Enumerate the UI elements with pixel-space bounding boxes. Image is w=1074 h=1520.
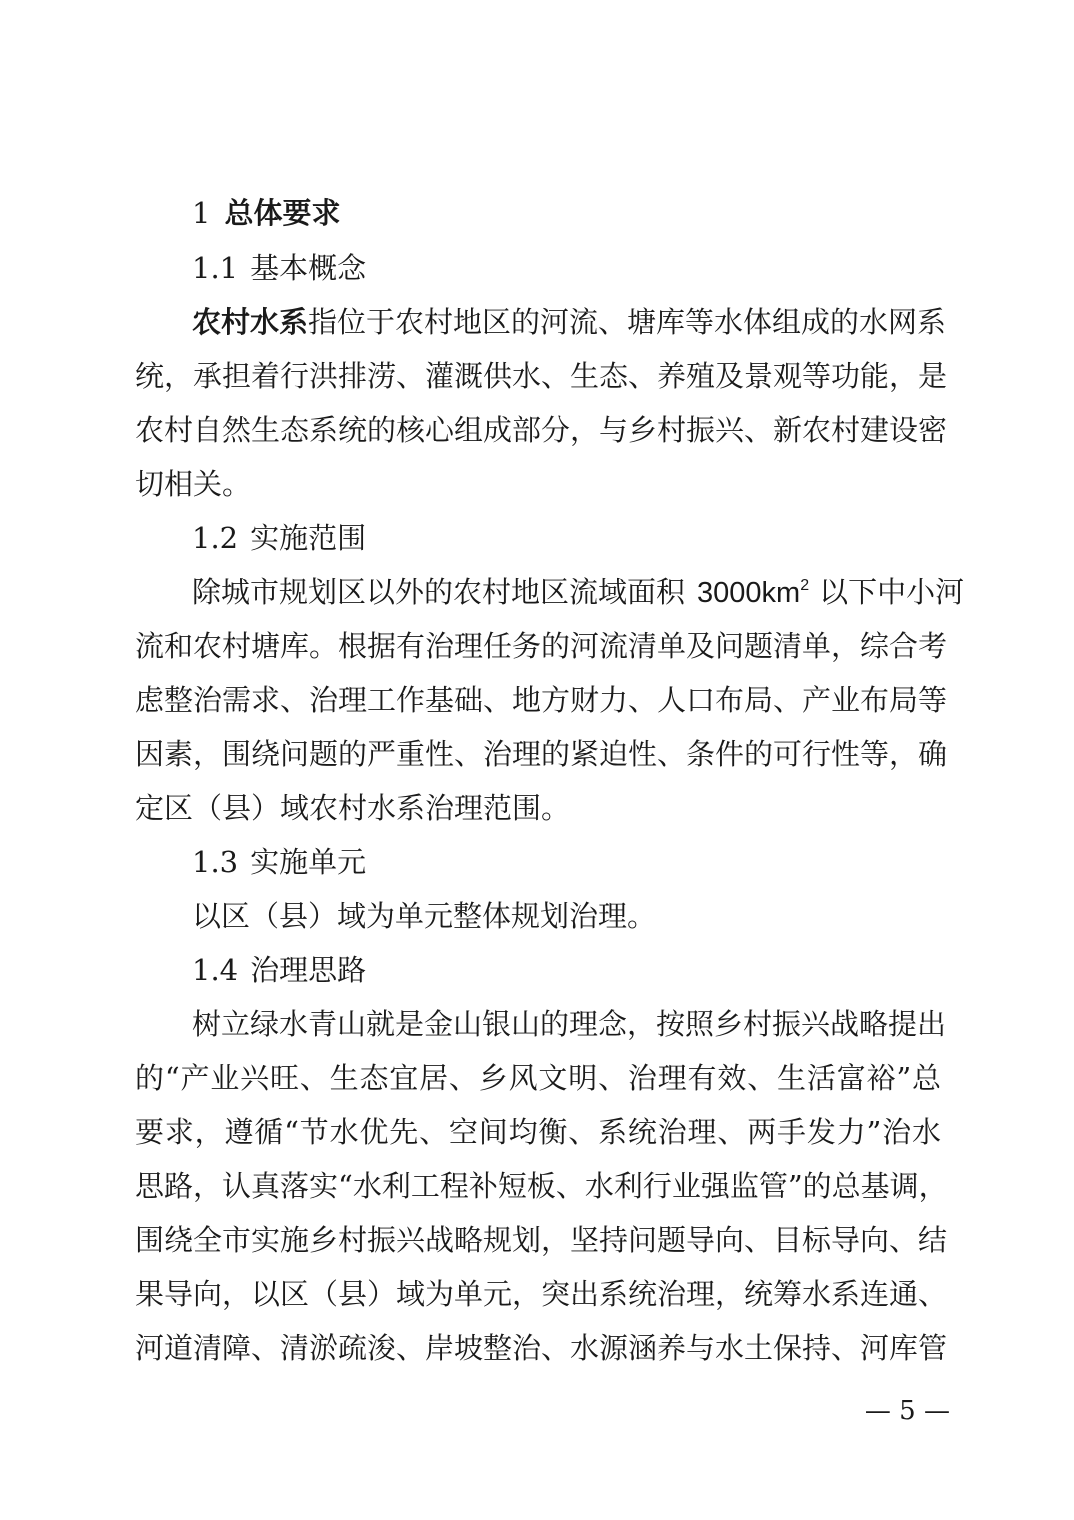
area-value: 3000km — [697, 577, 801, 609]
subsection-number: 1.2 — [192, 521, 239, 555]
paragraph-line: 河道清障、清淤疏浚、岸坡整治、水源涵养与水土保持、河库管 — [135, 1331, 948, 1365]
subsection-heading-1-2 — [192, 518, 998, 558]
paragraph-line: 围绕全市实施乡村振兴战略规划，坚持问题导向、目标导向、结 — [135, 1223, 948, 1257]
paragraph-line: 定区（县）域农村水系治理范围。 — [135, 791, 571, 825]
paragraph-line: 的“产业兴旺、生态宜居、乡风文明、治理有效、生活富裕”总 — [135, 1061, 941, 1095]
paragraph-text: 指位于农村地区的河流、塘库等水体组成的水网系 — [308, 305, 947, 339]
paragraph-line: 要求，遵循“节水优先、空间均衡、系统治理、两手发力”治水 — [135, 1115, 941, 1149]
area-unit-exponent: 2 — [800, 577, 810, 594]
paragraph-text: 以下中小河 — [819, 575, 965, 609]
subsection-number: 1.1 — [192, 251, 239, 285]
section-heading-1 — [192, 193, 998, 233]
paragraph-line: 统，承担着行洪排涝、灌溉供水、生态、养殖及景观等功能，是 — [135, 359, 948, 393]
subsection-title: 实施范围 — [250, 521, 367, 555]
page-number: — 5 — — [864, 1396, 950, 1426]
subsection-number: 1.4 — [192, 953, 239, 987]
subsection-title: 实施单元 — [250, 845, 367, 879]
subsection-heading-1-3 — [192, 842, 998, 882]
paragraph-line: 思路，认真落实“水利工程补短板、水利行业强监管”的总基调， — [135, 1169, 948, 1203]
paragraph-line: 以区（县）域为单元整体规划治理。 — [192, 899, 657, 933]
subsection-heading-1-1 — [192, 248, 998, 288]
paragraph-line — [192, 572, 965, 613]
subsection-number: 1.3 — [192, 845, 239, 879]
paragraph-line: 切相关。 — [135, 467, 252, 501]
subsection-title: 治理思路 — [250, 953, 367, 987]
defined-term: 农村水系 — [192, 305, 309, 339]
paragraph-text: 除城市规划区以外的农村地区流域面积 — [192, 575, 686, 609]
paragraph-line: 果导向，以区（县）域为单元，突出系统治理，统筹水系连通、 — [135, 1277, 948, 1311]
paragraph-line — [192, 302, 947, 342]
paragraph-line: 虑整治需求、治理工作基础、地方财力、人口布局、产业布局等 — [135, 683, 948, 717]
paragraph-line: 农村自然生态系统的核心组成部分，与乡村振兴、新农村建设密 — [135, 413, 948, 447]
section-number: 1 — [192, 196, 211, 230]
subsection-title: 基本概念 — [250, 251, 367, 285]
paragraph-line: 树立绿水青山就是金山银山的理念，按照乡村振兴战略提出 — [192, 1007, 947, 1041]
subsection-heading-1-4 — [192, 950, 998, 990]
section-title: 总体要求 — [224, 196, 341, 230]
paragraph-line: 流和农村塘库。根据有治理任务的河流清单及问题清单，综合考 — [135, 629, 948, 663]
paragraph-line: 因素，围绕问题的严重性、治理的紧迫性、条件的可行性等，确 — [135, 737, 948, 771]
